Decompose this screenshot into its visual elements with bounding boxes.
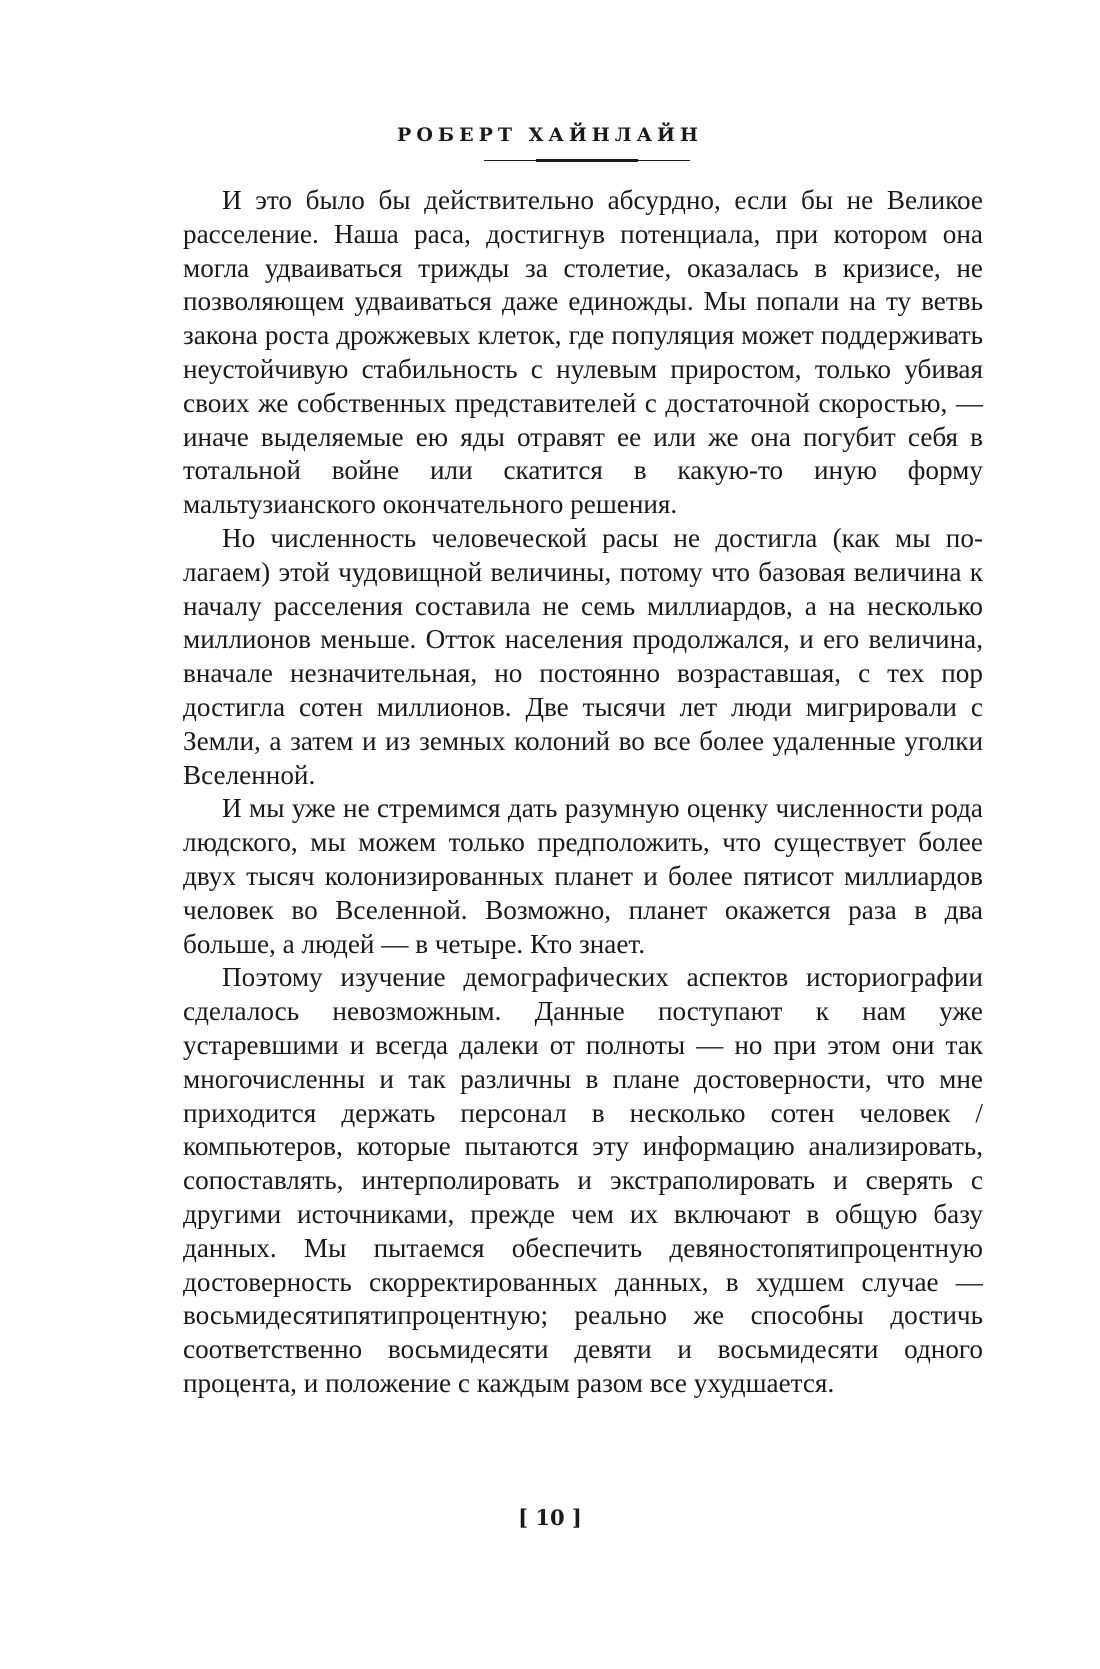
paragraph: Поэтому изучение демографических аспектов историографии сделалось невозможным. Данные поступают к нам уже устаревшими и всегда далеки от полноты — но при этом они так многочисленны и так различны в плане достоверности, что мне приходится держать персонал в несколько сотен человек / компьютеров, которые пытаются эту информацию анализировать, сопоставлять, интерполировать и экстраполировать и сверять с другими источниками, прежде чем их включают в общую базу данных. Мы пытаемся обеспечить девяностопятипроцентную достоверность скорректированных данных, в худшем случае — восьмидесятипятипроцентную; реально же способны достичь соответственно восьмидесяти девяти и восьмидесяти одного процента, и положение с каждым разом все ухудшается.: [183, 962, 983, 1398]
running-head-author: РОБЕРТ ХАЙНЛАЙН: [397, 124, 703, 146]
page-number: [ 10 ]: [518, 1505, 582, 1530]
body-text: [183, 184, 983, 1401]
header-rule-accent: [536, 159, 638, 162]
paragraph: Но численность человеческой расы не достигла (как мы полагаем) этой чудовищной величины, потому что базовая величина к началу расселения составила не семь миллиардов, а на несколько миллионов меньше. Отток населения продолжался, и его величина, вначале незначительная, но постоянно возраставшая, с тех пор достигла сотен миллионов. Две тысячи лет люди мигрировали с Земли, а затем и из земных колоний во все более удаленные уголки Вселенной.: [183, 522, 983, 790]
paragraph: И мы уже не стремимся дать разумную оценку численности рода людского, мы можем только предположить, что существует более двух тысяч колонизированных планет и более пятисот миллиардов человек во Вселенной. Возможно, планет окажется раза в два больше, а людей — в четыре. Кто знает.: [183, 793, 983, 959]
paragraph: И это было бы действительно абсурдно, если бы не Великое расселение. Наша раса, достигнув потенциала, при котором она могла удваиваться трижды за столетие, оказалась в кризисе, не позволяющем удваиваться даже единожды. Мы попали на ту ветвь закона роста дрожжевых клеток, где популяция может поддерживать неустойчивую стабильность с нулевым приростом, только убивая своих же собственных представителей с достаточной скоростью, — иначе выделяемые ею яды отравят ее или же она погубит себя в тотальной войне или скатится в какую-то иную форму мальтузианского окончательного решения.: [183, 185, 983, 520]
